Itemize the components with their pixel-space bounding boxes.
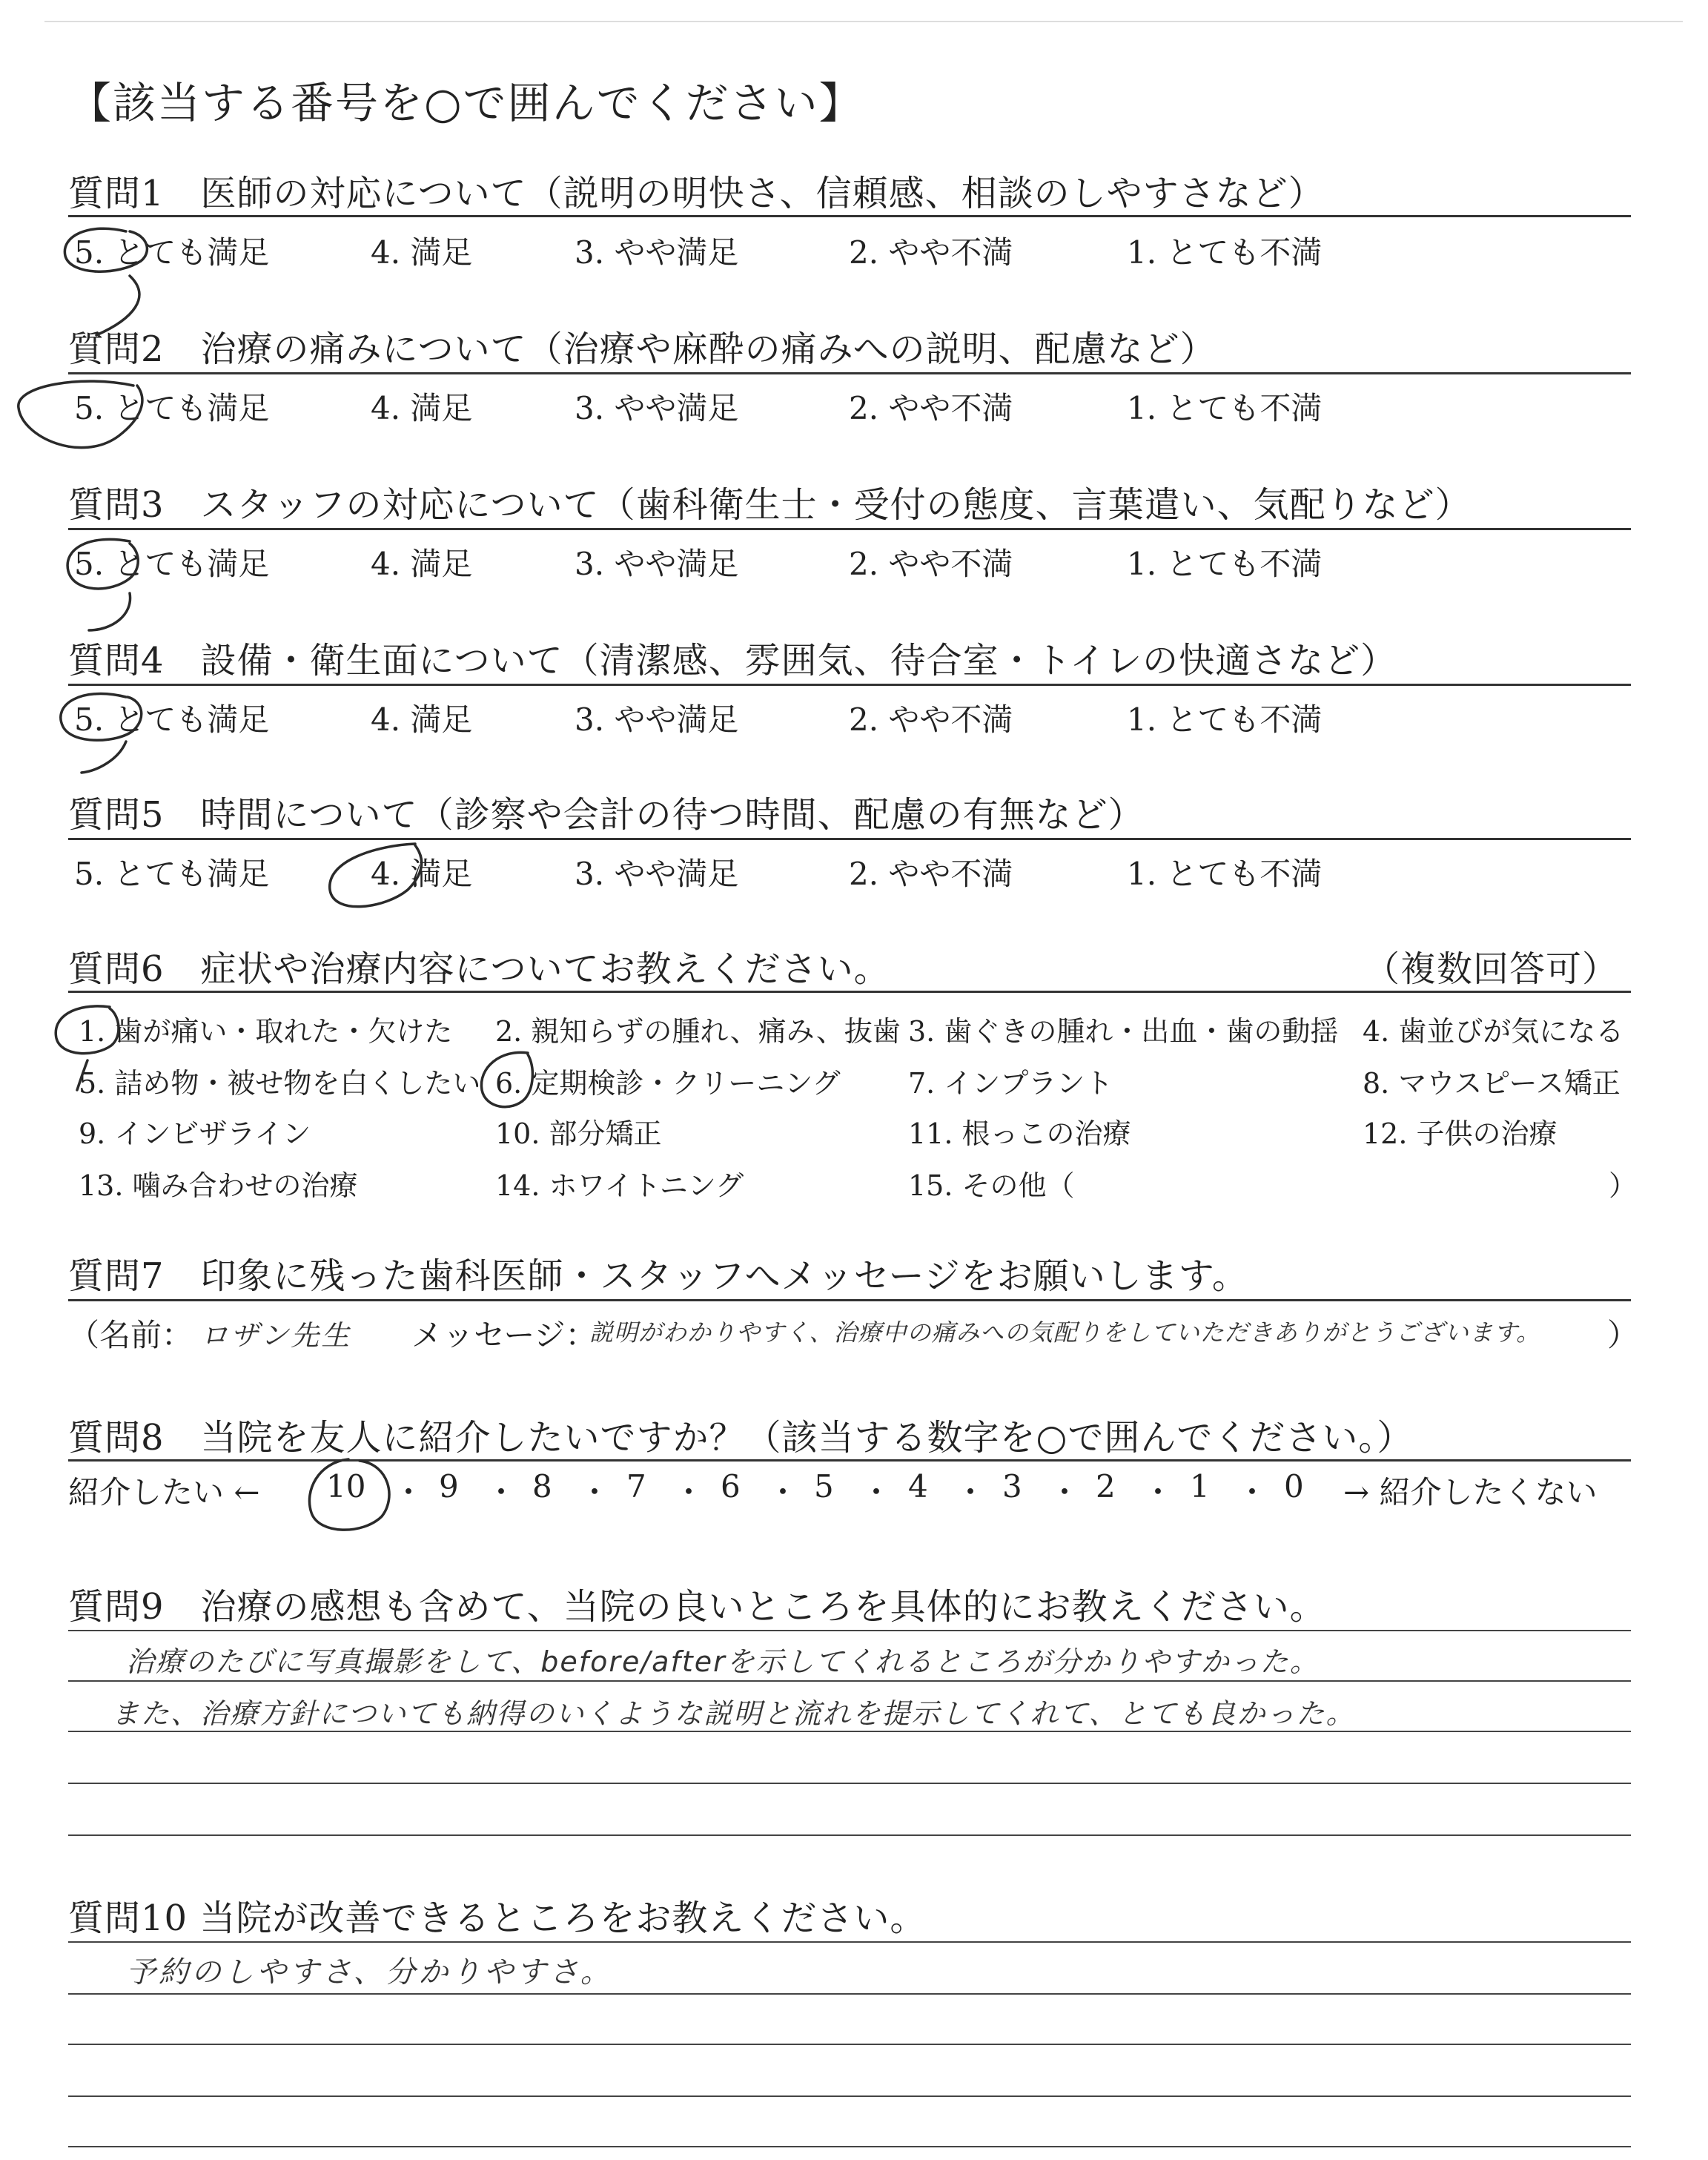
q4-option-2[interactable]: 2. やや不満 (849, 701, 1013, 738)
q10-line-1 (68, 1941, 1631, 1943)
question-4-title: 質問4 設備・衛生面について（清潔感、雰囲気、待合室・トイレの快適さなど） (68, 640, 1397, 681)
q5-option-3[interactable]: 3. やや満足 (575, 856, 739, 892)
q8-score-5[interactable]: 5 (814, 1468, 834, 1505)
q9-line-5 (68, 1834, 1631, 1836)
question-7-rule (68, 1299, 1631, 1301)
q4-option-3[interactable]: 3. やや満足 (575, 701, 739, 738)
q9-answer-line-2[interactable]: また、治療方針についても納得のいくような説明と流れを提示してくれて、とても良かった。 (111, 1697, 1356, 1730)
question-3-rule (68, 528, 1631, 530)
scan-top-edge (44, 21, 1683, 22)
q7-message-label: メッセージ： (411, 1317, 597, 1353)
q8-score-6[interactable]: 6 (721, 1468, 741, 1505)
q10-answer-line-1[interactable]: 予約のしやすさ、分かりやすさ。 (126, 1955, 613, 1989)
q3-option-4[interactable]: 4. 満足 (371, 546, 473, 582)
question-2-title: 質問2 治療の痛みについて（治療や麻酔の痛みへの説明、配慮など） (68, 328, 1217, 370)
q9-line-1 (68, 1630, 1631, 1631)
q5-option-1[interactable]: 1. とても不満 (1127, 856, 1323, 892)
q9-line-2 (68, 1680, 1631, 1682)
q8-right-label: → 紹介したくない (1343, 1474, 1598, 1510)
question-9-title: 質問9 治療の感想も含めて、当院の良いところを具体的にお教えください。 (68, 1586, 1326, 1628)
q8-dot: ・ (1142, 1474, 1174, 1510)
question-10-title: 質問10 当院が改善できるところをお教えください。 (68, 1898, 927, 1939)
symptom-10[interactable]: 10. 部分矯正 (495, 1117, 662, 1150)
question-5-rule (68, 838, 1631, 840)
q3-option-5[interactable]: 5. とても満足 (74, 546, 270, 582)
q8-dot: ・ (393, 1474, 425, 1510)
q8-dot: ・ (861, 1474, 893, 1510)
question-4-rule (68, 684, 1631, 686)
q2-option-1[interactable]: 1. とても不満 (1127, 390, 1323, 426)
symptom-13[interactable]: 13. 噛み合わせの治療 (79, 1169, 358, 1202)
symptom-6[interactable]: 6. 定期検診・クリーニング (495, 1067, 841, 1100)
q8-score-1[interactable]: 1 (1190, 1468, 1210, 1505)
q1-option-4[interactable]: 4. 満足 (371, 234, 473, 271)
q1-option-2[interactable]: 2. やや不満 (849, 234, 1013, 271)
symptom-14[interactable]: 14. ホワイトニング (495, 1169, 744, 1202)
q3-option-3[interactable]: 3. やや満足 (575, 546, 739, 582)
question-3-title: 質問3 スタッフの対応について（歯科衛生士・受付の態度、言葉遣い、気配りなど） (68, 484, 1472, 526)
q8-dot: ・ (673, 1474, 705, 1510)
q7-message-value[interactable]: 説明がわかりやすく、治療中の痛みへの気配りをしていただきありがとうございます。 (589, 1318, 1541, 1347)
q10-line-3 (68, 2044, 1631, 2045)
q1-option-3[interactable]: 3. やや満足 (575, 234, 739, 271)
q1-option-5[interactable]: 5. とても満足 (74, 234, 270, 271)
question-1-rule (68, 215, 1631, 217)
q8-dot: ・ (955, 1474, 987, 1510)
symptom-8[interactable]: 8. マウスピース矯正 (1363, 1067, 1621, 1100)
q2-option-3[interactable]: 3. やや満足 (575, 390, 739, 426)
q2-option-4[interactable]: 4. 満足 (371, 390, 473, 426)
q8-score-8[interactable]: 8 (532, 1468, 552, 1505)
symptom-11[interactable]: 11. 根っこの治療 (908, 1117, 1131, 1150)
form-heading: 【該当する番号を○で囲んでください】 (68, 78, 864, 128)
symptom-9[interactable]: 9. インビザライン (79, 1117, 311, 1150)
q8-score-10[interactable]: 10 (326, 1468, 366, 1505)
q2-option-5[interactable]: 5. とても満足 (74, 390, 270, 426)
q3-option-2[interactable]: 2. やや不満 (849, 546, 1013, 582)
symptom-5[interactable]: 5. 詰め物・被せ物を白くしたい (79, 1067, 481, 1100)
question-7-title: 質問7 印象に残った歯科医師・スタッフへメッセージをお願いします。 (68, 1255, 1248, 1297)
symptom-4[interactable]: 4. 歯並びが気になる (1363, 1015, 1624, 1048)
symptom-15[interactable]: 15. その他（ (908, 1169, 1075, 1202)
q8-dot: ・ (1049, 1474, 1081, 1510)
question-6-rule (68, 991, 1631, 993)
q2-option-2[interactable]: 2. やや不満 (849, 390, 1013, 426)
question-6-note: （複数回答可） (1364, 948, 1619, 990)
q4-option-1[interactable]: 1. とても不満 (1127, 701, 1323, 738)
q8-dot: ・ (486, 1474, 517, 1510)
question-8-rule (68, 1459, 1631, 1462)
question-6-title: 質問6 症状や治療内容についてお教えください。 (68, 948, 890, 990)
symptom-3[interactable]: 3. 歯ぐきの腫れ・出血・歯の動揺 (908, 1015, 1339, 1048)
q8-score-4[interactable]: 4 (908, 1468, 928, 1505)
q4-tail-stroke (82, 742, 126, 773)
symptom-7[interactable]: 7. インプラント (908, 1067, 1113, 1100)
q9-answer-line-1[interactable]: 治療のたびに写真撮影をして、before/afterを示してくれるところが分かりやすかった。 (126, 1645, 1320, 1678)
q5-option-4[interactable]: 4. 満足 (371, 856, 473, 892)
q8-score-9[interactable]: 9 (439, 1468, 459, 1505)
question-1-title: 質問1 医師の対応について（説明の明快さ、信頼感、相談のしやすさなど） (68, 173, 1325, 214)
q4-option-5[interactable]: 5. とても満足 (74, 701, 270, 738)
q8-score-0[interactable]: 0 (1284, 1468, 1304, 1505)
symptom-2[interactable]: 2. 親知らずの腫れ、痛み、抜歯 (495, 1015, 901, 1048)
question-2-rule (68, 372, 1631, 374)
symptom-12[interactable]: 12. 子供の治療 (1363, 1117, 1558, 1150)
q3-option-1[interactable]: 1. とても不満 (1127, 546, 1323, 582)
question-5-title: 質問5 時間について（診察や会計の待つ時間、配慮の有無など） (68, 794, 1145, 836)
q7-name-value[interactable]: ロザン先生 (200, 1319, 352, 1352)
q5-option-2[interactable]: 2. やや不満 (849, 856, 1013, 892)
q7-close-paren: ） (1607, 1317, 1639, 1353)
symptom-15-close-paren: ） (1609, 1169, 1638, 1202)
q5-option-5[interactable]: 5. とても満足 (74, 856, 270, 892)
q1-option-1[interactable]: 1. とても不満 (1127, 234, 1323, 271)
q8-left-label: 紹介したい ← (68, 1474, 260, 1510)
q10-line-4 (68, 2095, 1631, 2097)
q7-name-label: （名前： (68, 1317, 193, 1353)
q3-tail-stroke (89, 593, 130, 630)
question-8-title: 質問8 当院を友人に紹介したいですか？（該当する数字を○で囲んでください。） (68, 1417, 1414, 1459)
q8-score-7[interactable]: 7 (626, 1468, 646, 1505)
q8-dot: ・ (579, 1474, 611, 1510)
q10-line-5 (68, 2146, 1631, 2147)
q8-dot: ・ (1237, 1474, 1268, 1510)
q4-option-4[interactable]: 4. 満足 (371, 701, 473, 738)
q10-line-2 (68, 1993, 1631, 1995)
q9-line-4 (68, 1783, 1631, 1784)
q8-score-2[interactable]: 2 (1096, 1468, 1116, 1505)
q8-score-3[interactable]: 3 (1002, 1468, 1022, 1505)
symptom-1[interactable]: 1. 歯が痛い・取れた・欠けた (79, 1015, 453, 1048)
q8-dot: ・ (767, 1474, 799, 1510)
